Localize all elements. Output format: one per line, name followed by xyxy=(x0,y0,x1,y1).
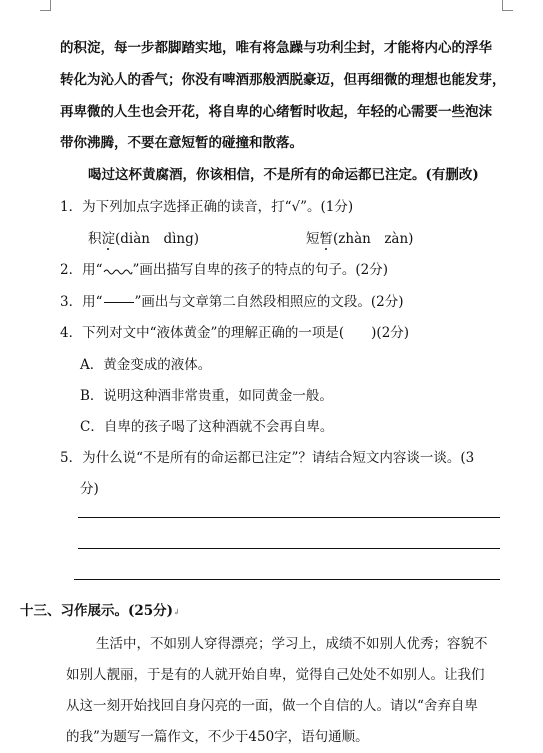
passage-line-4: 带你沸腾，不要在意短暂的碰撞和散落。 xyxy=(60,135,303,151)
essay-prompt-line-3: 从这一刻开始找回自身闪亮的一面，做一个自信的人。请以“舍弃自卑 xyxy=(66,698,478,714)
passage-line-5: 喝过这杯黄腐酒，你该相信，不是所有的命运都已注定。(有删改) xyxy=(88,167,479,183)
passage-line-3: 再卑微的人生也会开花，将自卑的心绪暂时收起，年轻的心需要一些泡沫 xyxy=(60,104,492,120)
question-4-option-c: C．自卑的孩子喝了这种酒就不会再自卑。 xyxy=(80,419,334,435)
question-3-stem xyxy=(60,290,404,310)
word-1-char: 积 xyxy=(88,231,102,247)
word-2-pinyin-options: (zhàn zàn) xyxy=(333,231,414,247)
question-1-word-2 xyxy=(306,227,413,247)
question-5-stem-cont: 分) xyxy=(80,481,99,497)
question-5-stem: 5．为什么说“不是所有的命运都已注定”？请结合短文内容谈一谈。(3 xyxy=(60,450,475,466)
question-1-stem: 1．为下列加点字选择正确的读音，打“√”。(1分) xyxy=(60,199,354,215)
essay-prompt-line-2: 如别人靓丽，于是有的人就开始自卑，觉得自己处处不如别人。让我们 xyxy=(66,667,485,683)
answer-line-3[interactable] xyxy=(74,579,500,580)
question-2-suffix: ”画出描写自卑的孩子的特点的句子。(2分) xyxy=(132,262,389,278)
paragraph-mark-icon: ↲ xyxy=(173,606,180,617)
question-1-word-1 xyxy=(88,227,199,247)
word-2-char: 短 xyxy=(306,231,320,247)
page-corner-mark-left xyxy=(40,0,51,11)
essay-prompt-line-4: 的我”为题写一篇作文，不少于450字，语句通顺。 xyxy=(66,729,369,745)
word-1-pinyin-options: (diàn dìng) xyxy=(115,231,200,247)
word-2-dotted-char: 暂 xyxy=(319,231,333,247)
word-1-dotted-char: 淀 xyxy=(101,231,115,247)
question-3-prefix: 3．用“ xyxy=(60,294,103,310)
straight-line-icon xyxy=(104,302,134,303)
question-4-option-b: B．说明这种酒非常贵重，如同黄金一般。 xyxy=(80,388,333,404)
section-13-title: 十三、习作展示。(25分) xyxy=(20,603,174,619)
essay-prompt-line-1: 生活中，不如别人穿得漂亮；学习上，成绩不如别人优秀；容貌不 xyxy=(96,636,488,652)
question-2-stem xyxy=(60,258,388,278)
answer-line-2[interactable] xyxy=(78,548,500,549)
question-3-suffix: ”画出与文章第二自然段相照应的文段。(2分) xyxy=(134,294,404,310)
question-2-prefix: 2．用“ xyxy=(60,262,103,278)
answer-line-1[interactable] xyxy=(78,517,500,518)
passage-line-1: 的积淀，每一步都脚踏实地，唯有将急躁与功利尘封，才能将内心的浮华 xyxy=(60,40,492,56)
question-4-stem: 4．下列对文中“液体黄金”的理解正确的一项是( )(2分) xyxy=(60,325,410,341)
section-13-heading xyxy=(20,599,180,619)
page-corner-mark-right xyxy=(502,0,513,11)
passage-line-2: 转化为沁人的香气；你没有啤酒那般洒脱豪迈，但再细微的理想也能发芽， xyxy=(60,72,506,88)
wavy-line-icon xyxy=(103,266,133,276)
question-4-option-a: A．黄金变成的液体。 xyxy=(80,357,212,373)
